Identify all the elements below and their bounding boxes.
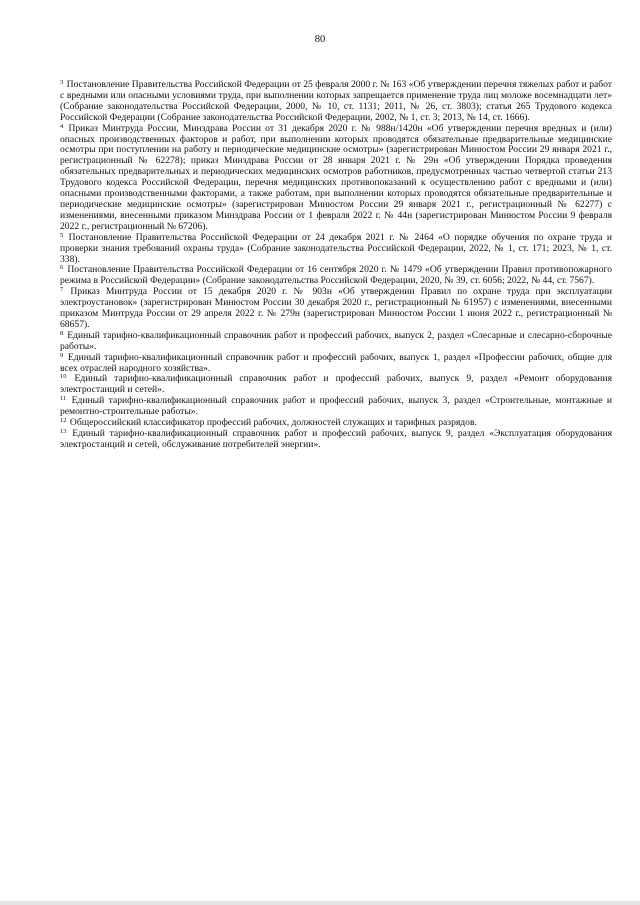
footnote-number: 13 <box>60 428 67 435</box>
footnote <box>60 374 612 396</box>
footnote-text: Единый тарифно-квалификационный справочник работ и профессий рабочих, выпуск 3, раздел «Строительные, монтажные и ремонтно-строительные работы». <box>60 395 612 418</box>
footnote-text: Единый тарифно-квалификационный справочник работ и профессий рабочих, выпуск 1, раздел «Профессии рабочих, общие для всех отраслей народного хозяйства». <box>60 351 612 374</box>
scan-bottom-edge <box>0 901 640 905</box>
footnote-text: Постановление Правительства Российской Федерации от 24 декабря 2021 г. № 2464 «О порядке обучения по охране труда и проверки знания требований охраны труда» (Собрание законодательства Российской Федерации, 2022, № 1, ст. 171; 2023, № 1, ст. 338). <box>60 231 612 265</box>
footnote-number: 10 <box>60 373 67 381</box>
footnote-text: Постановление Правительства Российской Федерации от 25 февраля 2000 г. № 163 «Об утверждении перечня тяжелых работ и работ с вредными или опасными условиями труда, при выполнении которых запрещается применение труда лиц моложе восемнадцати лет» (Собрание законодательства Российской Федерации, 2000, № 10, ст. 1131; 2011, № 26, ст. 3803); статья 265 Трудового кодекса Российской Федерации (Собрание законодательства Российской Федерации, 2002, № 1, ст. 3; 2013, № 14, ст. 1666). <box>60 79 612 123</box>
footnote-text: Единый тарифно-квалификационный справочник работ и профессий рабочих, выпуск 9, раздел «Эксплуатация оборудования электростанций и сетей, обслуживание потребителей энергии». <box>60 428 612 450</box>
footnote-number: 9 <box>60 351 64 359</box>
footnote-text: Единый тарифно-квалификационный справочник работ и профессий рабочих, выпуск 2, раздел «Слесарные и слесарно-сборочные работы». <box>60 329 612 352</box>
footnote-number: 12 <box>60 417 67 425</box>
page-number: 80 <box>314 34 326 45</box>
footnote <box>60 331 612 353</box>
footnote-text: Приказ Минтруда России, Минздрава России от 31 декабря 2020 г. № 988н/1420н «Об утверждении перечня вредных и (или) опасных производственных факторов и работ, при выполнении которых проводятся обязательные предварительные медицинские осмотры при поступлении на работу и периодические медицинские осмотры» (зарегистрирован Минюстом России 29 января 2021 г., регистрационный № 62278); приказ Минздрава России от 28 января 2021 г. № 29н «Об утверждении Порядка проведения обязательных предварительных и периодических медицинских осмотров работников, предусмотренных частью четвертой статьи 213 Трудового кодекса Российской Федерации, перечня медицинских противопоказаний к осуществлению работ с вредными и (или) опасными производственными факторами, а также работам, при выполнении которых проводятся обязательные предварительные и периодические медицинские осмотры» (зарегистрирован Минюстом России 29 января 2021 г., регистрационный № 62277) с изменениями, внесенными приказом Минздрава России от 1 февраля 2022 г. № 44н (зарегистрирован Минюстом России 9 февраля 2022 г., регистрационный № 67206). <box>60 122 612 232</box>
footnote-number: 11 <box>60 395 67 403</box>
footnote-number: 8 <box>60 329 64 337</box>
footnote-number: 3 <box>60 79 64 86</box>
footnote <box>60 353 612 375</box>
footnote-number: 4 <box>60 122 64 130</box>
footnote <box>60 396 612 418</box>
footnote <box>60 265 612 287</box>
footnote-number: 6 <box>60 264 64 272</box>
footnote <box>60 287 612 331</box>
footnote <box>60 233 612 266</box>
footnotes-list <box>60 80 612 451</box>
footnote-number: 7 <box>60 286 64 294</box>
footnote-text: Общероссийский классификатор профессий рабочих, должностей служащих и тарифных разрядов. <box>69 417 477 429</box>
footnote-text: Приказ Минтруда России от 15 декабря 2020 г. № 903н «Об утверждении Правил по охране труда при эксплуатации электроустановок» (зарегистрирован Минюстом России 30 декабря 2020 г., регистрационный № 61957) с изменениями, внесенными приказом Минтруда России от 29 апреля 2022 г. № 279н (зарегистрирован Минюстом России 1 июня 2022 г., регистрационный № 68657). <box>60 286 612 330</box>
footnote <box>60 124 612 233</box>
footnote <box>60 80 612 124</box>
footnote-text: Единый тарифно-квалификационный справочник работ и профессий рабочих, выпуск 9, раздел «Ремонт оборудования электростанций и сетей». <box>60 373 612 396</box>
footnote-text: Постановление Правительства Российской Федерации от 16 сентября 2020 г. № 1479 «Об утверждении Правил противопожарного режима в Российской Федерации» (Собрание законодательства Российской Федерации, 2020, № 39, ст. 6056; 2022, № 44, ст. 7567). <box>60 264 612 287</box>
footnote <box>60 429 612 451</box>
footnote-number: 5 <box>60 231 64 239</box>
